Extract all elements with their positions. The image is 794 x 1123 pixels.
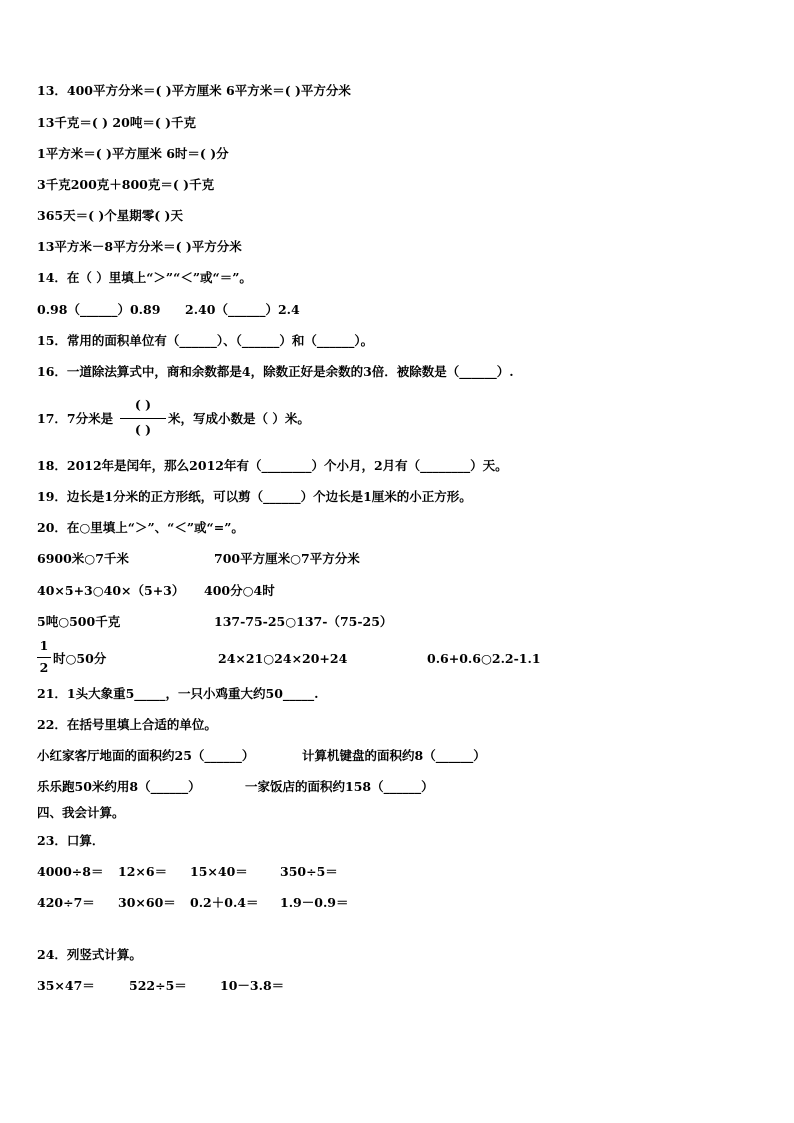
q20-item-2b: 400分○4时 [204, 583, 275, 598]
q13-line-3: 1平方米＝( )平方厘米 6时＝( )分 [37, 146, 229, 161]
q20-item-4b: 24×21○24×20+24 [218, 651, 348, 666]
q22-item-1b: 计算机键盘的面积约8（______） [302, 748, 486, 763]
q20-item-3b: 137-75-25○137-（75-25） [214, 614, 393, 629]
q23-row-1-item-4: 350÷5＝ [280, 864, 338, 879]
q17-fraction-numerator: ( ) [134, 397, 152, 412]
section-heading: 四、我会计算。 [37, 805, 125, 820]
q22-item-2b: 一家饭店的面积约158（______） [245, 779, 434, 794]
q23-row-1-item-3: 15×40＝ [190, 864, 248, 879]
q23-prompt: 23．口算． [37, 833, 105, 848]
q23-row-1-item-1: 4000÷8＝ [37, 864, 104, 879]
q20-prompt: 20．在○里填上“＞”、“＜”或“=”。 [37, 520, 244, 535]
q17-fraction [120, 397, 166, 441]
q23-row-2-item-3: 0.2＋0.4＝ [190, 895, 259, 910]
q21-line: 21．1头大象重5_____，一只小鸡重大约50_____. [37, 686, 319, 701]
q22-item-2a: 乐乐跑50米约用8（______） [37, 779, 201, 794]
q22-item-1a: 小红家客厅地面的面积约25（______） [37, 748, 255, 763]
q20-item-1b: 700平方厘米○7平方分米 [214, 551, 360, 566]
q13-line-1: 13．400平方分米＝( )平方厘米 6平方米＝( )平方分米 [37, 83, 351, 98]
q16-line: 16．一道除法算式中，商和余数都是4，除数正好是余数的3倍．被除数是（______）. [37, 364, 514, 379]
q20-item-2a: 40×5+3○40×（5+3） [37, 583, 185, 598]
q15-line: 15．常用的面积单位有（______）、（______）和（______）。 [37, 333, 374, 348]
q24-item-3: 10－3.8＝ [220, 978, 285, 993]
q23-row-2-item-4: 1.9－0.9＝ [280, 895, 349, 910]
q22-prompt: 22．在括号里填上合适的单位。 [37, 717, 217, 732]
q20-item-1a: 6900米○7千米 [37, 551, 129, 566]
q13-line-5: 365天＝( )个星期零( )天 [37, 208, 183, 223]
q13-line-6: 13平方米－8平方分米＝( )平方分米 [37, 239, 242, 254]
q13-line-4: 3千克200克＋800克＝( )千克 [37, 177, 215, 192]
q20-item-3a: 5吨○500千克 [37, 614, 121, 629]
q14-prompt: 14．在（ ）里填上“＞”“＜”或“＝”。 [37, 270, 252, 285]
q13-line-2: 13千克＝( ) 20吨＝( )千克 [37, 115, 197, 130]
q20-half-fraction [37, 638, 51, 678]
q23-row-2-item-2: 30×60＝ [118, 895, 176, 910]
q24-item-2: 522÷5＝ [129, 978, 187, 993]
q18-line: 18．2012年是闰年，那么2012年有（________）个小月，2月有（________）天。 [37, 458, 508, 473]
q24-prompt: 24．列竖式计算。 [37, 947, 142, 962]
fraction-bar [37, 657, 51, 658]
q23-row-1-item-2: 12×6＝ [118, 864, 168, 879]
q20-fraction-numerator: 1 [39, 638, 49, 653]
q14-item-a: 0.98（______）0.89 [37, 302, 161, 317]
q17-prefix: 17．7分米是 [37, 411, 114, 426]
fraction-bar [120, 418, 166, 419]
q19-line: 19．边长是1分米的正方形纸，可以剪（______）个边长是1厘米的小正方形。 [37, 489, 472, 504]
q17-suffix: 米，写成小数是（ ）米。 [168, 411, 310, 426]
q20-item-4c: 0.6+0.6○2.2-1.1 [427, 651, 541, 666]
q17-fraction-denominator: ( ) [134, 422, 152, 437]
q14-item-b: 2.40（______）2.4 [185, 302, 300, 317]
q24-item-1: 35×47＝ [37, 978, 95, 993]
q23-row-2-item-1: 420÷7＝ [37, 895, 95, 910]
q20-item-4a: 时○50分 [53, 651, 107, 666]
q20-fraction-denominator: 2 [39, 660, 49, 675]
